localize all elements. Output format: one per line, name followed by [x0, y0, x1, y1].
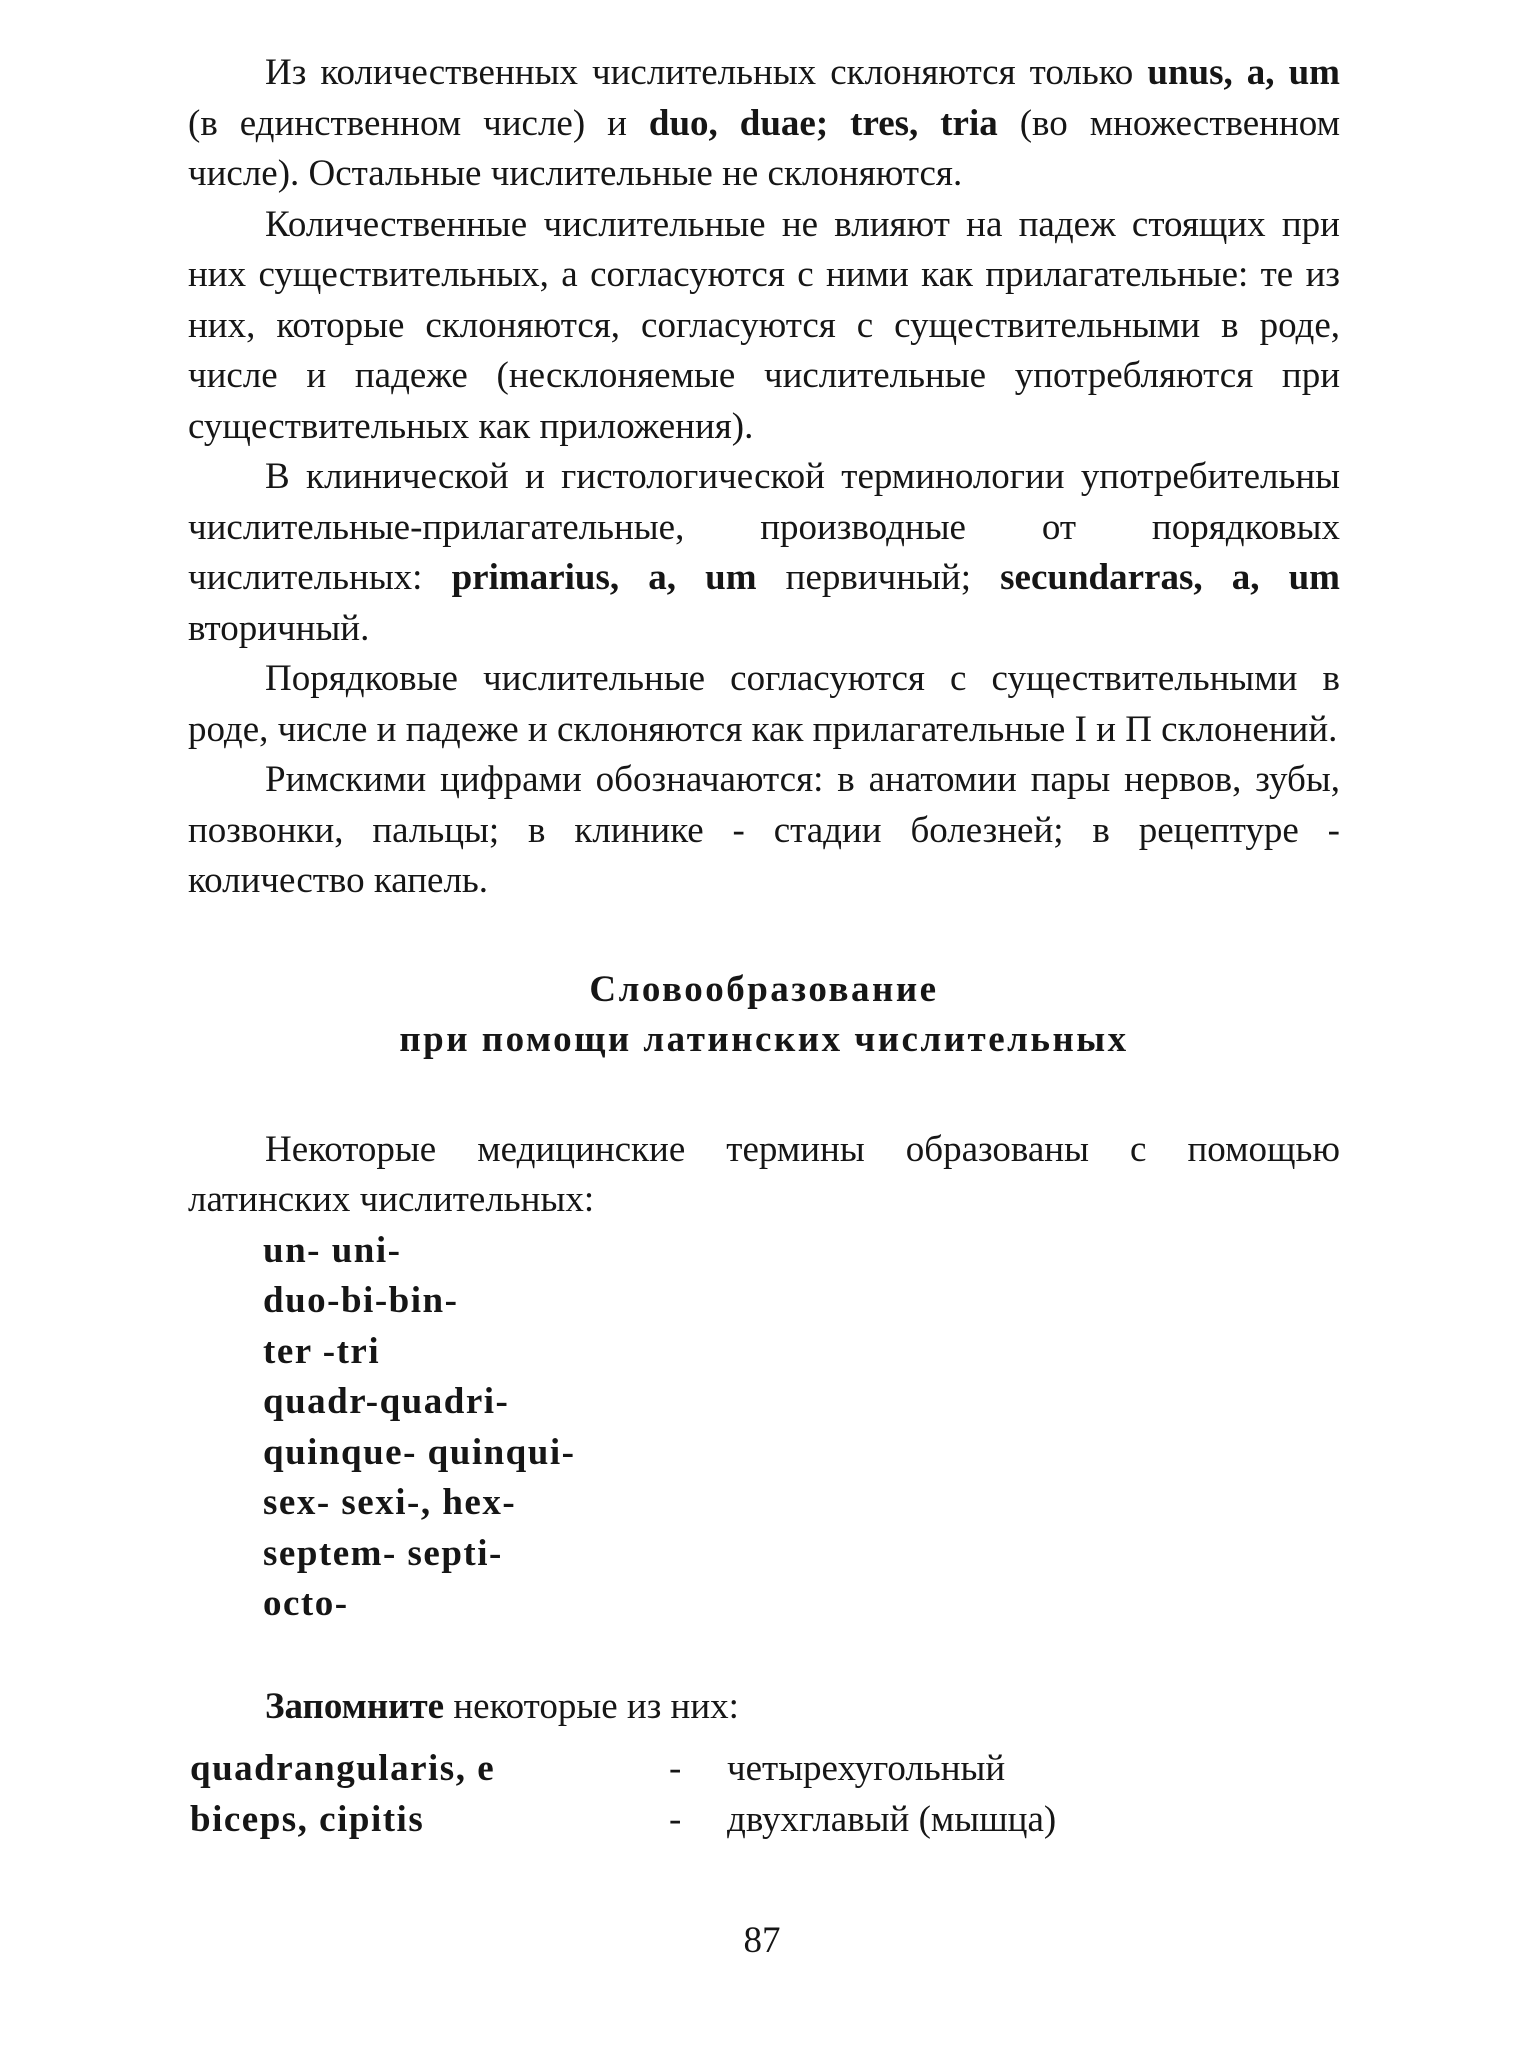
prefix-item: septem- septi-: [263, 1532, 503, 1574]
paragraph-declension: [188, 48, 1340, 200]
term-meaning: двухглавый (мышца): [727, 1798, 1057, 1840]
paragraph-terminology: [188, 452, 1340, 654]
paragraph-agreement: Количественные числительные не влияют на падеж стоящих при них существительных, а согласуются с ними как прилагательные: те из них, которые склоняются, согласуются с существительными в роде, числе и падеже (несклоняемые числительные употребляются при существительных как приложения).: [188, 203, 1340, 447]
terms-list: [188, 1744, 1340, 1845]
term-latin: quadrangularis, e: [190, 1748, 496, 1789]
text-span: Из количественных числительных склоняются только: [265, 52, 1148, 93]
heading-line: при помощи латинских числительных: [399, 1018, 1129, 1060]
prefix-item: sex- sexi-, hex-: [263, 1482, 517, 1523]
section-heading: [188, 965, 1340, 1065]
prefix-item: quadr-quadri-: [263, 1381, 510, 1422]
text-span: некоторые из них:: [444, 1685, 739, 1727]
term-meaning: четырехугольный: [727, 1748, 1006, 1789]
latin-term: secundarras, a, um: [1000, 557, 1340, 598]
latin-term: duo, duae; tres, tria: [648, 102, 998, 144]
latin-term: primarius, a, um: [451, 557, 757, 598]
paragraph-intro: Некоторые медицинские термины образованы с помощью латинских числительных:: [188, 1128, 1340, 1220]
text-span: В клинической и гистологической терминологии употребительны числительные-прилагательные, производные от порядковых числительных:: [188, 456, 1340, 598]
heading-line: Словообразование: [589, 968, 939, 1010]
term-latin: biceps, cipitis: [190, 1798, 425, 1840]
text-span: (в единственном числе) и: [188, 102, 649, 144]
term-dash: -: [669, 1798, 682, 1840]
prefix-list: [188, 1226, 1340, 1630]
page-body: [188, 48, 1341, 1840]
prefix-item: octo-: [263, 1583, 349, 1624]
text-span: вторичный.: [188, 607, 370, 649]
prefix-item: un- uni-: [263, 1229, 402, 1271]
term-row: [188, 1795, 1340, 1846]
text-span: первичный;: [756, 557, 1001, 598]
text-span: (во множественном числе). Остальные числительные не склоняются.: [188, 102, 1340, 194]
term-dash: -: [669, 1748, 682, 1789]
prefix-item: duo-bi-bin-: [263, 1280, 459, 1321]
remember-label: Запомните: [265, 1685, 445, 1727]
remember-line: [188, 1682, 1340, 1733]
term-row: [188, 1744, 1340, 1795]
prefix-item: ter -tri: [263, 1330, 381, 1372]
paragraph-ordinal: Порядковые числительные согласуются с существительными в роде, числе и падеже и склоняются как прилагательные I и П склонений.: [188, 658, 1340, 750]
latin-term: unus, a, um: [1147, 52, 1341, 93]
paragraph-roman-numerals: Римскими цифрами обозначаются: в анатомии пары нервов, зубы, позвонки, пальцы; в клинике - стадии болезней; в рецептуре - количество капель.: [188, 759, 1340, 901]
page-number: 87: [743, 1920, 781, 1961]
prefix-item: quinque- quinqui-: [263, 1431, 576, 1473]
